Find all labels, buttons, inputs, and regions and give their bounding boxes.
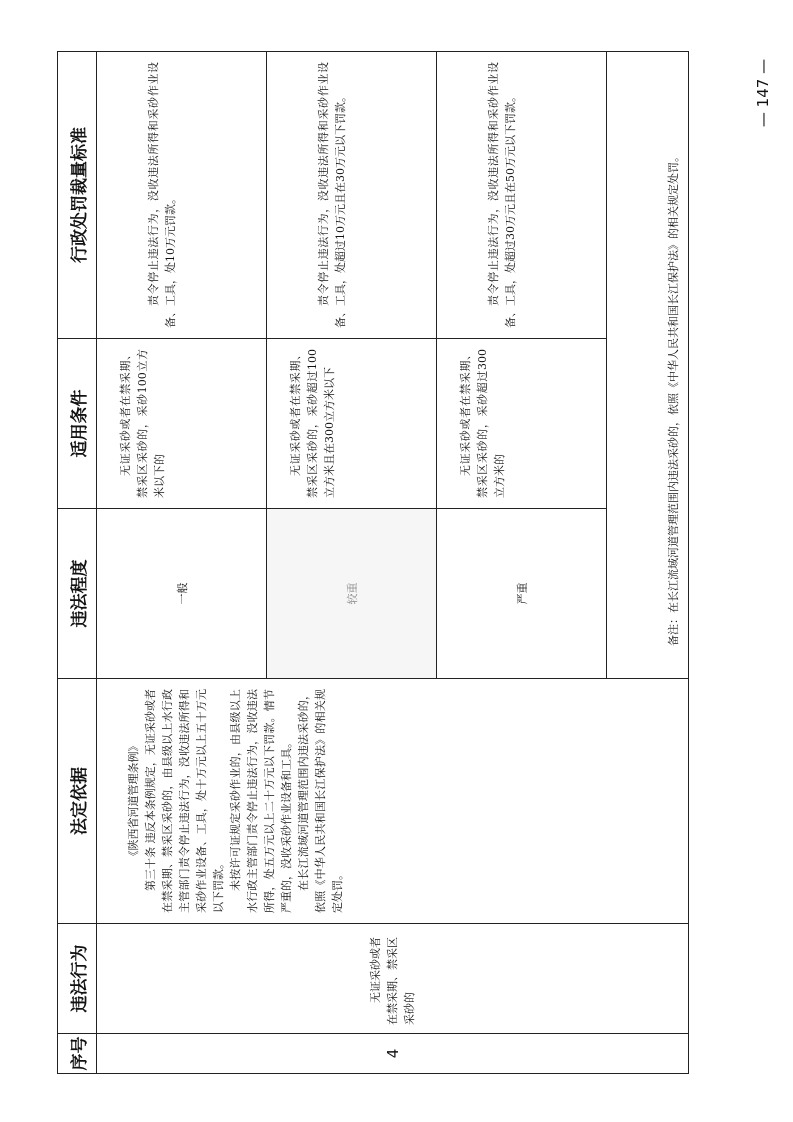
basis-paragraph-2: 未按许可证规定采砂作业的，由县级以上水行政主管部门责令停止违法行为，没收违法所得，处五万元以上二十万元以下罚款。情节严重的，没收采砂作业设备和工具。	[229, 689, 293, 913]
condition-cell-severe: 无证采砂或者在禁采期、禁采区采砂的，采砂超过300立方米的	[437, 339, 607, 509]
header-condition: 适用条件	[58, 339, 97, 509]
basis-paragraph-1: 第三十条 违反本条例规定，无证采砂或者在禁采期、禁采区采砂的，由县级以上水行政主管部门责令停止违法行为，没收违法所得和采砂作业设备、工具，处十万元以上五十万元以下罚款。	[144, 689, 225, 913]
standard-cell-severe: 责令停止违法行为，没收违法所得和采砂作业设备、工具，处超过30万元且在50万元以下罚款。	[437, 52, 607, 339]
basis-paragraph-3: 在长江流域河道管理范围内违法采砂的，依照《中华人民共和国长江保护法》的相关规定处罚。	[297, 689, 344, 913]
page-number: — 147 —	[754, 58, 772, 128]
seq-cell: 4	[97, 1034, 689, 1074]
standard-cell-general: 责令停止违法行为，没收违法所得和采砂作业设备、工具，处10万元罚款。	[97, 52, 267, 339]
note-cell: 备注：在长江流域河道管理范围内违法采砂的，依照《中华人民共和国长江保护法》的相关规定处罚。	[607, 52, 689, 679]
degree-cell-serious: 较重	[267, 509, 437, 679]
header-seq: 序号	[58, 1034, 97, 1074]
header-basis: 法定依据	[58, 679, 97, 924]
header-standard: 行政处罚裁量标准	[58, 52, 97, 339]
condition-cell-general: 无证采砂或者在禁采期、禁采区采砂的，采砂100立方米以下的	[97, 339, 267, 509]
condition-cell-serious: 无证采砂或者在禁采期、禁采区采砂的，采砂超过100立方米且在300立方米以下	[267, 339, 437, 509]
header-act: 违法行为	[58, 924, 97, 1034]
penalty-standard-table-rotated	[57, 52, 689, 1074]
header-degree: 违法程度	[58, 509, 97, 679]
act-cell: 无证采砂或者在禁采期、禁采区采砂的	[97, 924, 689, 1034]
degree-cell-severe: 严重	[437, 509, 607, 679]
basis-cell	[97, 679, 689, 924]
penalty-standard-table	[57, 51, 689, 1074]
basis-title: 《陕西省河道管理条例》	[127, 740, 140, 862]
header-row	[58, 52, 97, 1074]
standard-cell-serious: 责令停止违法行为，没收违法所得和采砂作业设备、工具，处超过10万元且在30万元以下罚款。	[267, 52, 437, 339]
table-row-level-1	[97, 52, 267, 1074]
degree-cell-general: 一般	[97, 509, 267, 679]
